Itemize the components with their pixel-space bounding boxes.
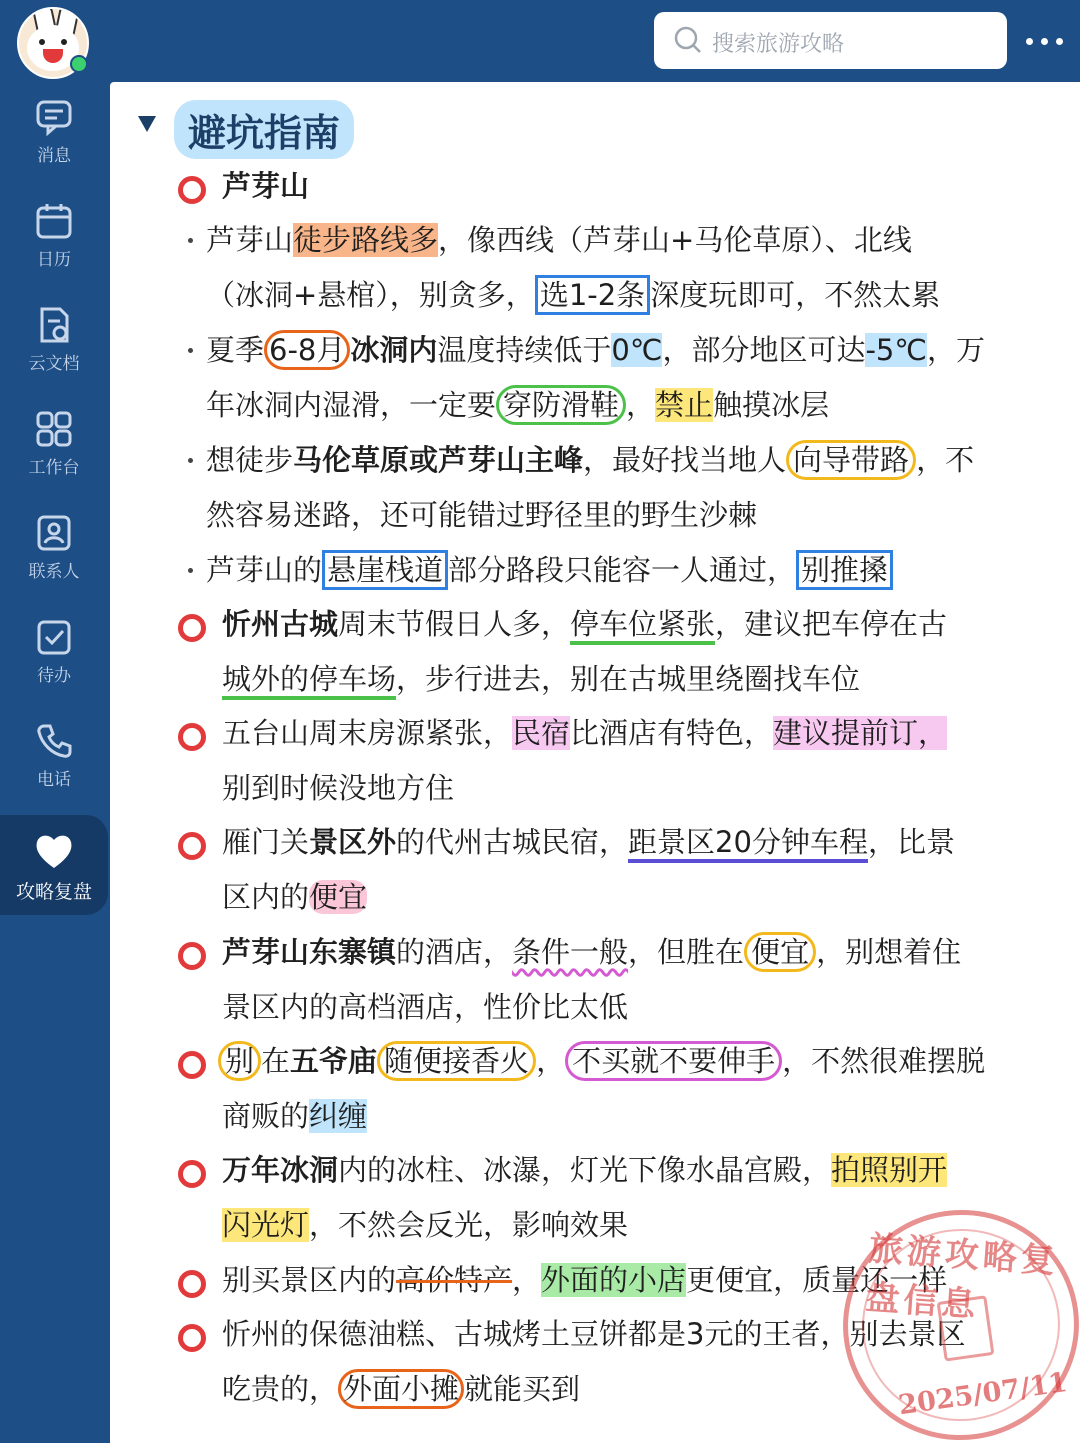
more-dot — [1041, 38, 1048, 45]
circle-bullet-icon — [178, 614, 206, 642]
sidebar-item-label: 消息 — [37, 146, 71, 166]
more-options-button[interactable] — [1022, 24, 1068, 60]
more-dot — [1026, 38, 1033, 45]
todo-icon — [34, 617, 74, 657]
sidebar-item-label: 联系人 — [28, 562, 80, 582]
list-item-cont: 区内的便宜 — [222, 880, 368, 914]
sidebar-item-strategy-review[interactable] — [0, 815, 108, 915]
list-item-cont: 年冰洞内湿滑，一定要 穿防滑鞋 ，禁止触摸冰层 — [206, 385, 829, 425]
list-item-cont: 城外的停车场，步行进去，别在古城里绕圈找车位 — [222, 659, 860, 699]
list-item: 别 在五爷庙 随便接香火 ， 不买就不要伸手 ，不然很难摆脱 — [218, 1041, 985, 1081]
list-item: 想徒步马伦草原或芦芽山主峰，最好找当地人 向导带路 ，不 — [206, 440, 974, 480]
sidebar-item-workbench[interactable] — [0, 409, 108, 501]
list-item-heading: 芦芽山 — [222, 169, 310, 203]
list-item: 别买景区内的高价特产，外面的小店更便宜，质量还一样 — [222, 1263, 948, 1297]
search-placeholder: 搜索旅游攻略 — [712, 32, 845, 57]
dot-bullet-icon — [188, 238, 193, 243]
review-stamp — [828, 1195, 1080, 1443]
list-item: 雁门关景区外的代州古城民宿，距景区20分钟车程，比景 — [222, 822, 955, 862]
page-title: 避坑指南 — [174, 100, 354, 159]
sidebar — [0, 0, 108, 1443]
list-item: 芦芽山东寨镇的酒店，条件一般，但胜在 便宜 ，别想着住 — [222, 932, 961, 972]
circle-bullet-icon — [178, 1270, 206, 1298]
avatar-eye-right — [61, 39, 67, 45]
sidebar-item-label: 工作台 — [28, 458, 80, 478]
list-item: 万年冰洞内的冰柱、冰瀑，灯光下像水晶宫殿，拍照别开 — [222, 1153, 948, 1187]
document-page — [110, 82, 1080, 1443]
contacts-icon — [34, 513, 74, 553]
cloud-doc-icon — [34, 305, 74, 345]
list-item: 忻州古城周末节假日人多，停车位紧张，建议把车停在古 — [222, 604, 947, 644]
search-input[interactable] — [654, 12, 1007, 69]
dot-bullet-icon — [188, 568, 193, 573]
dot-bullet-icon — [188, 348, 193, 353]
list-item: 芦芽山徒步路线多，像西线（芦芽山+马伦草原）、北线 — [206, 223, 912, 257]
sidebar-item-label: 日历 — [37, 250, 71, 270]
circle-bullet-icon — [178, 832, 206, 860]
more-dot — [1056, 38, 1063, 45]
list-item-cont: 别到时候没地方住 — [222, 771, 455, 805]
sidebar-item-label: 电话 — [37, 770, 71, 790]
document-icon — [937, 1295, 995, 1361]
sidebar-item-contacts[interactable] — [0, 513, 108, 605]
circle-bullet-icon — [178, 723, 206, 751]
search-icon — [674, 26, 702, 54]
list-item-cont: 吃贵的， 外面小摊 就能买到 — [222, 1369, 580, 1409]
workbench-icon — [34, 409, 74, 449]
message-icon — [34, 97, 74, 137]
list-item: 芦芽山的 悬崖栈道 部分路段只能容一人通过， 别推搡 — [206, 550, 893, 590]
list-item-cont: 闪光灯，不然会反光，影响效果 — [222, 1208, 629, 1242]
sidebar-item-calendar[interactable] — [0, 201, 108, 293]
list-item-cont: 商贩的纠缠 — [222, 1099, 368, 1133]
sidebar-item-label: 云文档 — [28, 354, 80, 374]
heart-icon — [32, 829, 76, 873]
circle-bullet-icon — [178, 942, 206, 970]
collapse-triangle-icon[interactable] — [138, 116, 156, 132]
stamp-text: 旅游攻略复盘信息 — [864, 1228, 1060, 1326]
sidebar-item-cloud-docs[interactable] — [0, 305, 108, 397]
list-item: 忻州的保德油糕、古城烤土豆饼都是3元的王者，别去景区 — [222, 1317, 966, 1351]
circle-bullet-icon — [178, 1160, 206, 1188]
list-item-cont: （冰洞+悬棺），别贪多， 选1-2条 深度玩即可，不然太累 — [206, 275, 940, 315]
list-item: 五台山周末房源紧张，民宿比酒店有特色，建议提前订， — [222, 716, 948, 750]
calendar-icon — [34, 201, 74, 241]
sidebar-item-messages[interactable] — [0, 97, 108, 189]
circle-bullet-icon — [178, 176, 206, 204]
sidebar-item-todo[interactable] — [0, 617, 108, 709]
sidebar-item-label: 攻略复盘 — [15, 881, 92, 903]
phone-icon — [34, 721, 74, 761]
sidebar-item-phone[interactable] — [0, 721, 108, 813]
list-item: 夏季 6-8月 冰洞内温度持续低于0℃，部分地区可达-5℃，万 — [206, 330, 985, 370]
circle-bullet-icon — [178, 1324, 206, 1352]
circle-bullet-icon — [178, 1051, 206, 1079]
dot-bullet-icon — [188, 458, 193, 463]
avatar-eye-left — [39, 39, 45, 45]
list-item-cont: 然容易迷路，还可能错过野径里的野生沙棘 — [206, 498, 758, 532]
sidebar-item-label: 待办 — [37, 666, 71, 686]
online-status-dot — [70, 55, 88, 73]
list-item-cont: 景区内的高档酒店，性价比太低 — [222, 990, 629, 1024]
stamp-date: 2025/07/11 — [896, 1366, 1070, 1422]
